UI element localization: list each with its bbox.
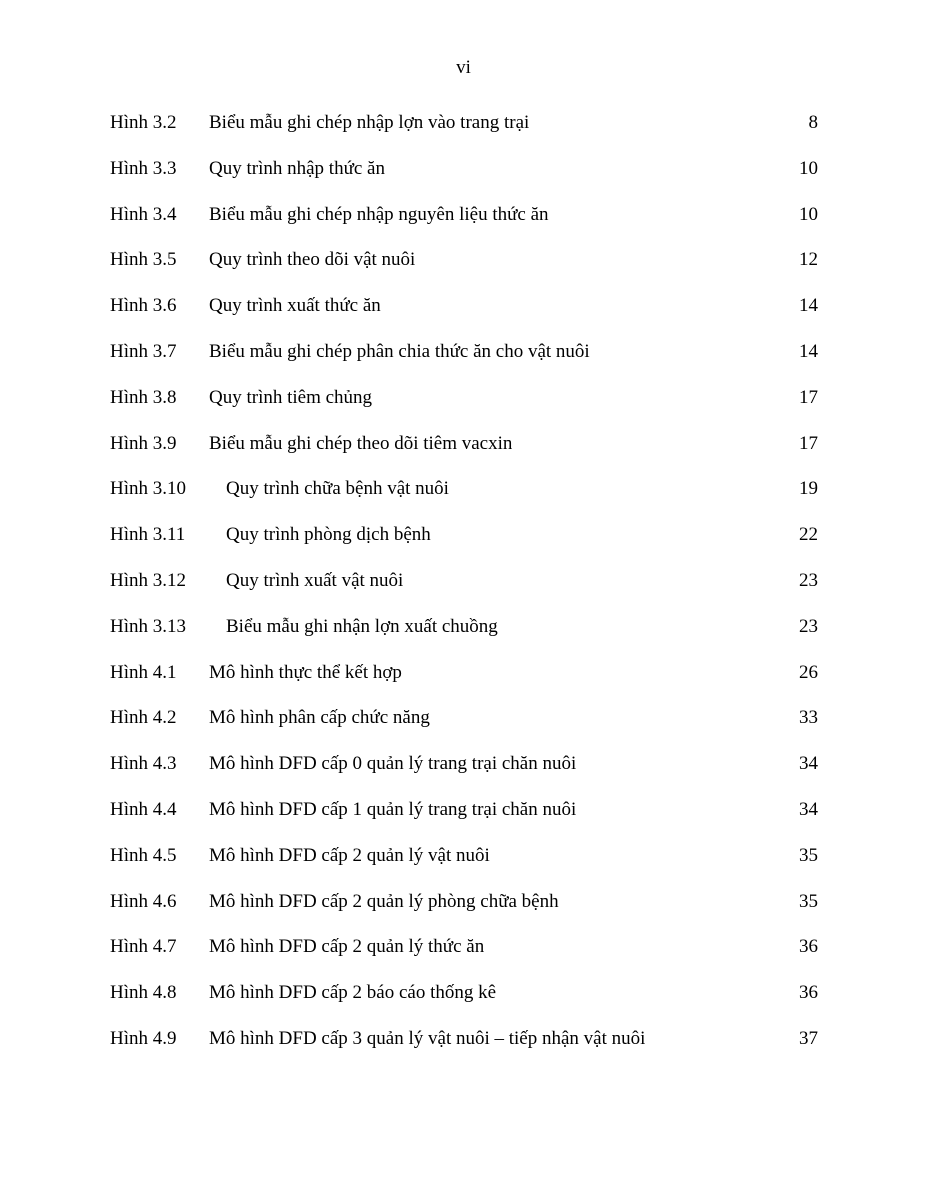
toc-entry[interactable] <box>110 706 818 752</box>
figure-title: Quy trình nhập thức ăn <box>209 157 385 179</box>
page-ref: 35 <box>799 890 818 912</box>
toc-entry[interactable] <box>110 844 818 890</box>
page-number: vi <box>456 57 471 78</box>
list-of-figures <box>110 111 818 1073</box>
toc-entry[interactable] <box>110 477 818 523</box>
page-ref: 17 <box>799 432 818 454</box>
toc-entry[interactable] <box>110 798 818 844</box>
figure-number: Hình 4.3 <box>110 753 177 775</box>
page-ref: 26 <box>799 661 818 683</box>
figure-number: Hình 4.5 <box>110 844 177 866</box>
figure-number: Hình 4.4 <box>110 798 177 820</box>
toc-entry[interactable] <box>110 661 818 707</box>
figure-title: Mô hình DFD cấp 2 quản lý phòng chữa bệnh <box>209 890 559 912</box>
toc-entry[interactable] <box>110 752 818 798</box>
figure-number: Hình 3.5 <box>110 249 177 271</box>
figure-title: Mô hình DFD cấp 2 quản lý thức ăn <box>209 936 485 958</box>
page-ref: 23 <box>799 569 818 591</box>
page-ref: 37 <box>799 1027 818 1049</box>
figure-number: Hình 4.1 <box>110 661 177 683</box>
figure-number: Hình 3.4 <box>110 203 177 225</box>
figure-title: Quy trình xuất vật nuôi <box>226 569 404 591</box>
figure-number: Hình 4.9 <box>110 1027 177 1049</box>
figure-number: Hình 3.11 <box>110 524 186 546</box>
toc-entry[interactable] <box>110 203 818 249</box>
page-ref: 34 <box>799 798 818 820</box>
toc-entry[interactable] <box>110 981 818 1027</box>
toc-entry[interactable] <box>110 615 818 661</box>
figure-title: Mô hình DFD cấp 2 quản lý vật nuôi <box>209 844 490 866</box>
toc-entry[interactable] <box>110 248 818 294</box>
figure-number: Hình 3.12 <box>110 569 186 591</box>
figure-title: Quy trình phòng dịch bệnh <box>226 524 431 546</box>
toc-entry[interactable] <box>110 1027 818 1073</box>
page-ref: 17 <box>799 386 818 408</box>
figure-number: Hình 4.6 <box>110 890 177 912</box>
figure-title: Biểu mẫu ghi nhận lợn xuất chuồng <box>226 615 498 637</box>
page-ref: 10 <box>799 157 818 179</box>
page-ref: 14 <box>799 340 818 362</box>
figure-title: Biểu mẫu ghi chép theo dõi tiêm vacxin <box>209 432 513 454</box>
figure-number: Hình 4.8 <box>110 982 177 1004</box>
page-ref: 36 <box>799 936 818 958</box>
page-ref: 8 <box>808 112 818 133</box>
figure-number: Hình 4.2 <box>110 707 177 729</box>
figure-title: Quy trình theo dõi vật nuôi <box>209 249 416 271</box>
page-ref: 33 <box>799 707 818 729</box>
figure-title: Biểu mẫu ghi chép phân chia thức ăn cho vật nuôi <box>209 340 590 362</box>
figure-number: Hình 3.3 <box>110 157 177 179</box>
toc-entry[interactable] <box>110 386 818 432</box>
figure-number: Hình 3.9 <box>110 432 177 454</box>
figure-number: Hình 3.10 <box>110 478 186 500</box>
figure-title: Mô hình DFD cấp 0 quản lý trang trại chăn nuôi <box>209 753 577 775</box>
figure-number: Hình 4.7 <box>110 936 177 958</box>
figure-number: Hình 3.13 <box>110 615 186 637</box>
toc-entry[interactable] <box>110 569 818 615</box>
page-ref: 22 <box>799 524 818 546</box>
toc-entry[interactable] <box>110 157 818 203</box>
page-ref: 35 <box>799 844 818 866</box>
toc-entry[interactable] <box>110 340 818 386</box>
figure-title: Mô hình DFD cấp 1 quản lý trang trại chăn nuôi <box>209 798 577 820</box>
toc-entry[interactable] <box>110 432 818 478</box>
figure-title: Quy trình xuất thức ăn <box>209 295 381 317</box>
figure-title: Biểu mẫu ghi chép nhập lợn vào trang trại <box>209 112 530 133</box>
figure-title: Mô hình thực thể kết hợp <box>209 661 402 683</box>
toc-entry[interactable] <box>110 523 818 569</box>
page-ref: 23 <box>799 615 818 637</box>
figure-number: Hình 3.2 <box>110 112 177 133</box>
figure-number: Hình 3.7 <box>110 340 177 362</box>
page-ref: 34 <box>799 753 818 775</box>
figure-number: Hình 3.8 <box>110 386 177 408</box>
page-ref: 10 <box>799 203 818 225</box>
figure-title: Mô hình DFD cấp 3 quản lý vật nuôi – tiếp nhận vật nuôi <box>209 1027 646 1049</box>
figure-title: Mô hình phân cấp chức năng <box>209 707 430 729</box>
page-ref: 19 <box>799 478 818 500</box>
toc-entry[interactable] <box>110 935 818 981</box>
figure-number: Hình 3.6 <box>110 295 177 317</box>
toc-entry[interactable] <box>110 890 818 936</box>
figure-title: Quy trình chữa bệnh vật nuôi <box>226 478 449 500</box>
page-ref: 14 <box>799 295 818 317</box>
toc-entry[interactable] <box>110 111 818 157</box>
page-ref: 12 <box>799 249 818 271</box>
page-ref: 36 <box>799 982 818 1004</box>
figure-title: Biểu mẫu ghi chép nhập nguyên liệu thức ăn <box>209 203 549 225</box>
figure-title: Mô hình DFD cấp 2 báo cáo thống kê <box>209 982 497 1004</box>
toc-entry[interactable] <box>110 294 818 340</box>
figure-title: Quy trình tiêm chủng <box>209 386 373 408</box>
